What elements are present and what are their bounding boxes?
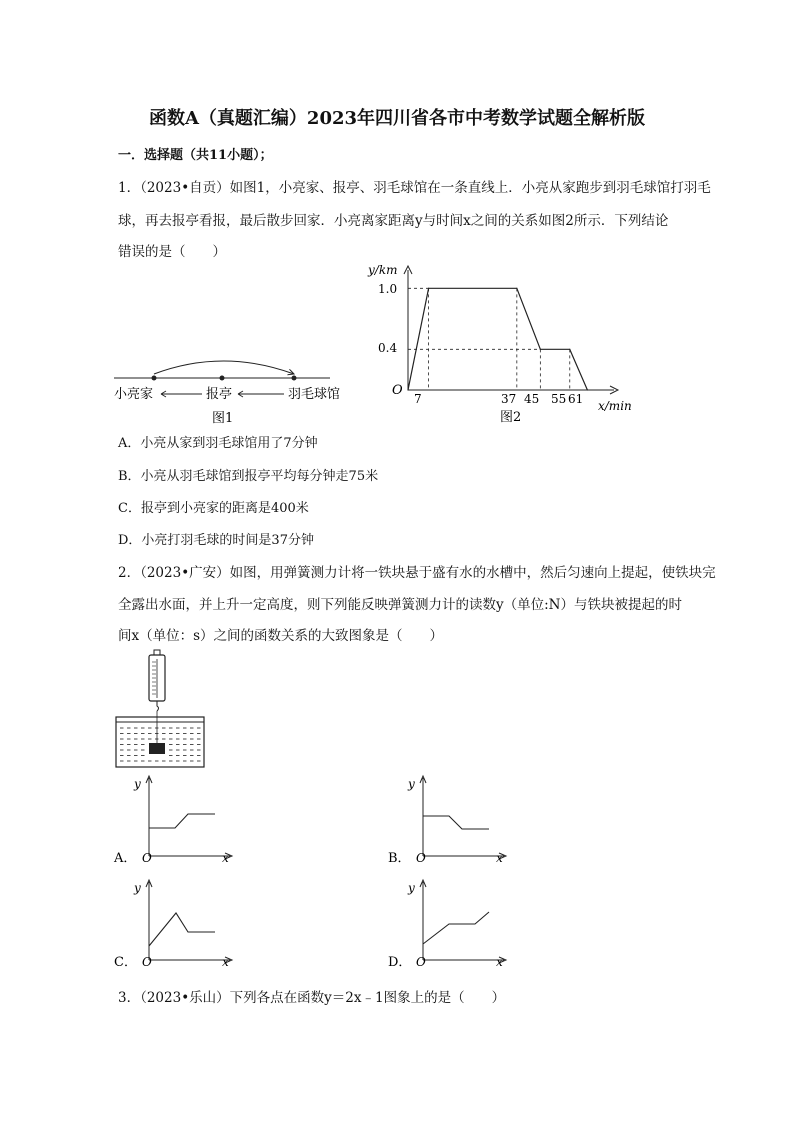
- x-tick-45: 45: [524, 392, 540, 406]
- graph-option-d[interactable]: [386, 876, 536, 974]
- graph-a-origin: O: [142, 851, 152, 865]
- x-tick-55: 55: [551, 392, 567, 406]
- graph-b-y: y: [408, 777, 415, 791]
- label-court: 羽毛球馆: [288, 387, 341, 402]
- q1-number: 1．: [118, 180, 141, 196]
- q3-line1: [118, 986, 505, 1006]
- q2-line2: 全露出水面，并上升一定高度，则下列能反映弹簧测力计的读数y（单位:N）与铁块被提起的时: [118, 597, 682, 613]
- graph-a-curve: [149, 814, 215, 828]
- q2-line1: [118, 561, 716, 581]
- graph-d-curve: [423, 912, 489, 944]
- q1-line1: [118, 176, 711, 196]
- graph-c-x: x: [222, 955, 229, 969]
- x-axis-label: x/min: [598, 399, 632, 413]
- figure-2-chart: [352, 258, 652, 424]
- graph-option-c[interactable]: [112, 876, 262, 974]
- trip-arrow: [154, 361, 294, 374]
- graph-a-x: x: [222, 851, 229, 865]
- graph-a-y: y: [134, 777, 141, 791]
- iron-block: [149, 743, 165, 754]
- q1-source: （2023•自贡）: [140, 180, 230, 196]
- q1-text1: 如图1，小亮家、报亭、羽毛球馆在一条直线上．小亮从家跑步到羽毛球馆打羽毛: [229, 180, 711, 196]
- q2-source: （2023•广安）: [140, 565, 230, 581]
- x-tick-7: 7: [414, 392, 422, 406]
- data-point-4: [569, 349, 570, 350]
- fig1-caption: 图1: [212, 411, 234, 426]
- court-dot: [292, 376, 297, 381]
- spring-scale-illustration: [112, 648, 208, 770]
- graph-d-x: x: [496, 955, 503, 969]
- q1-option-b[interactable]: B．小亮从羽毛球馆到报亭平均每分钟走75米: [118, 469, 379, 484]
- water-tank: [116, 717, 204, 767]
- x-tick-61: 61: [568, 392, 584, 406]
- kiosk-dot: [220, 376, 225, 381]
- graph-c-label: C．: [114, 955, 137, 970]
- y-tick-1: 1.0: [378, 282, 398, 296]
- q2-text1: 如图，用弹簧测力计将一铁块悬于盛有水的水槽中，然后匀速向上提起，使铁块完: [229, 565, 716, 581]
- q3-number: 3．: [118, 990, 141, 1006]
- q3-text: 下列各点在函数y＝2x﹣1图象上的是（ ）: [229, 990, 506, 1006]
- y-tick-0.4: 0.4: [378, 341, 398, 355]
- y-axis-label: y/km: [368, 263, 398, 277]
- x-tick-37: 37: [501, 392, 517, 406]
- data-point-2: [516, 288, 517, 289]
- q1-line3: 错误的是（ ）: [118, 244, 226, 260]
- label-home: 小亮家: [114, 387, 154, 402]
- graph-a-label: A．: [114, 851, 137, 866]
- graph-option-b[interactable]: [386, 772, 536, 870]
- graph-b-x: x: [496, 851, 503, 865]
- graph-d-y: y: [408, 881, 415, 895]
- origin-label: O: [392, 383, 403, 398]
- q1-option-d[interactable]: D．小亮打羽毛球的时间是37分钟: [118, 533, 314, 548]
- q2-line3: 间x（单位：s）之间的函数关系的大致图象是（ ）: [118, 628, 444, 644]
- q2-number: 2．: [118, 565, 141, 581]
- label-kiosk: 报亭: [206, 387, 233, 402]
- fig2-caption: 图2: [500, 410, 522, 424]
- graph-d-label: D．: [388, 955, 412, 970]
- distance-series-line: [408, 288, 587, 390]
- section-heading: 一．选择题（共11小题）；: [118, 148, 273, 163]
- graph-d-origin: O: [416, 955, 426, 969]
- figure-1: [108, 352, 358, 428]
- q1-line2: 球，再去报亭看报，最后散步回家．小亮离家距离y与时间x之间的关系如图2所示．下列结论: [118, 213, 669, 229]
- data-point-0: [407, 389, 408, 390]
- q1-option-a[interactable]: A．小亮从家到羽毛球馆用了7分钟: [118, 436, 318, 451]
- data-point-5: [587, 389, 588, 390]
- data-point-3: [540, 349, 541, 350]
- data-point-1: [428, 288, 429, 289]
- graph-c-y: y: [134, 881, 141, 895]
- graph-b-curve: [423, 816, 489, 829]
- graph-option-a[interactable]: [112, 772, 262, 870]
- graph-c-curve: [149, 913, 215, 946]
- q1-option-c[interactable]: C．报亭到小亮家的距离是400米: [118, 501, 309, 516]
- page-title: 函数A（真题汇编）2023年四川省各市中考数学试题全解析版: [148, 108, 646, 129]
- graph-c-origin: O: [142, 955, 152, 969]
- q3-source: （2023•乐山）: [140, 990, 230, 1006]
- graph-b-origin: O: [416, 851, 426, 865]
- home-dot: [152, 376, 157, 381]
- graph-b-label: B．: [388, 851, 411, 866]
